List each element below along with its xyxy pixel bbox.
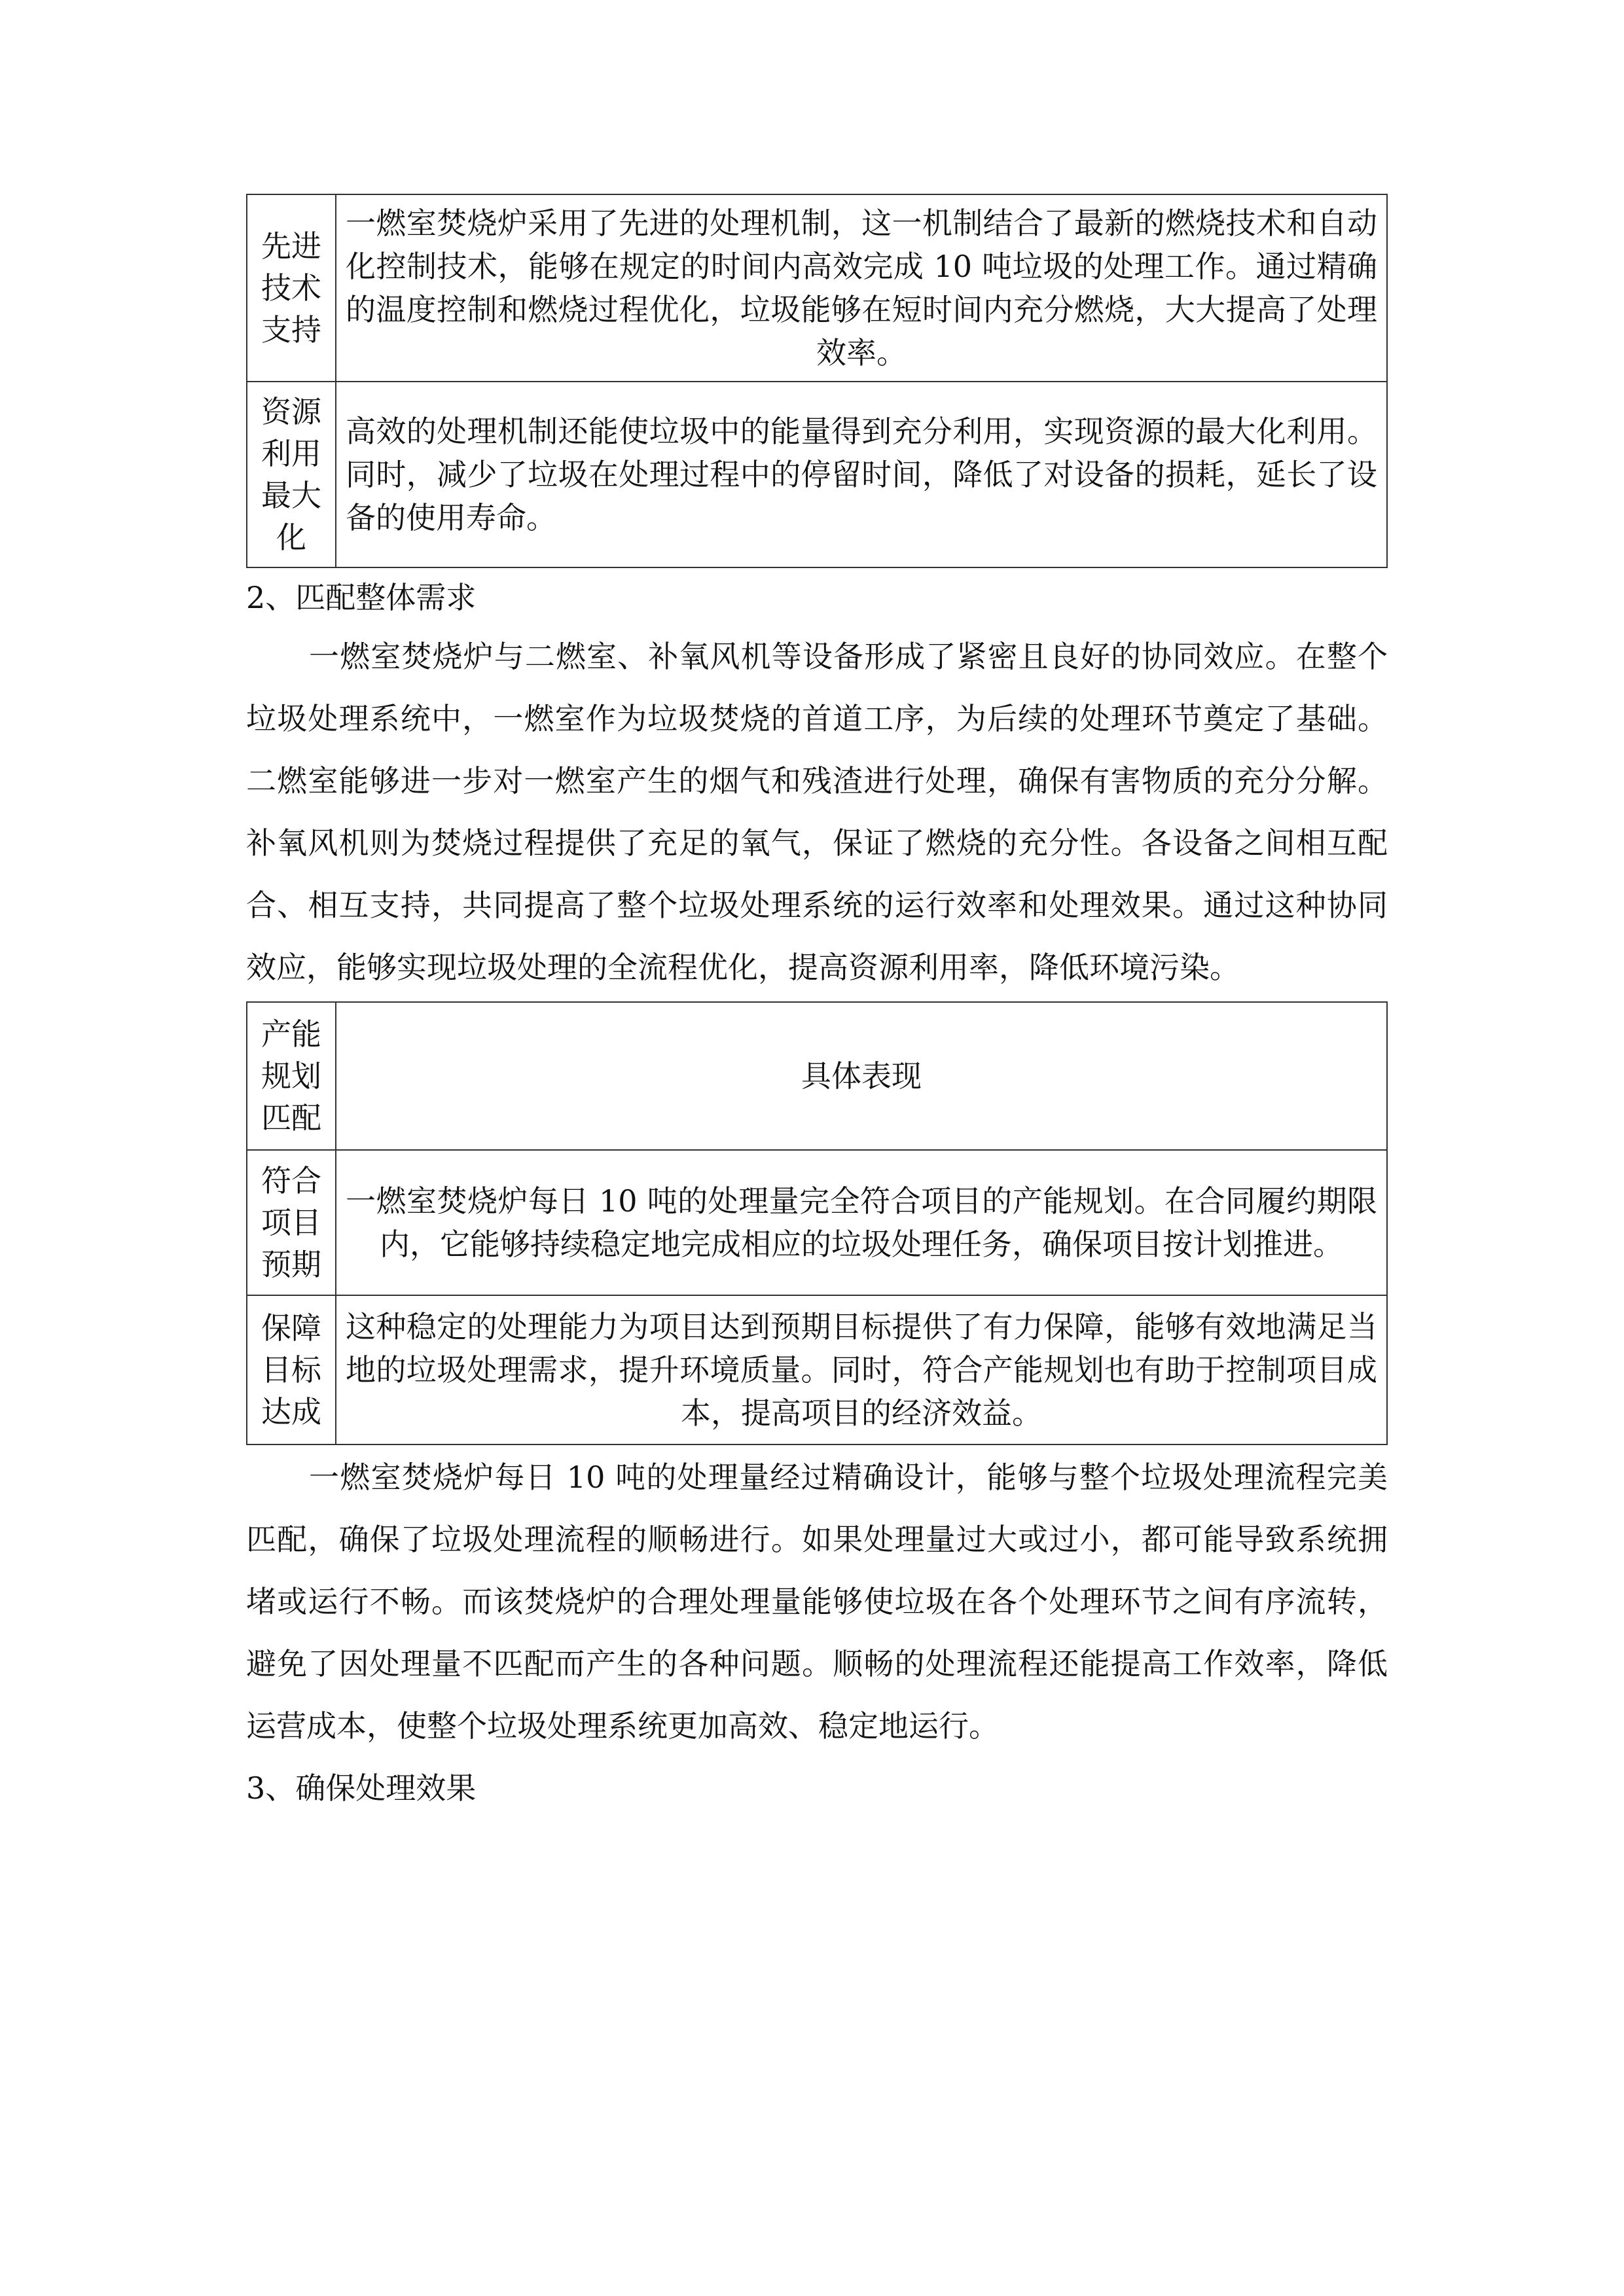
table-cell-content: 一燃室焚烧炉采用了先进的处理机制，这一机制结合了最新的燃烧技术和自动化控制技术，能够在规定的时间内高效完成 10 吨垃圾的处理工作。通过精确的温度控制和燃烧过程优化，垃圾能够在短时间内充分燃烧，大大提高了处理效率。 bbox=[336, 194, 1387, 382]
body-paragraph: 一燃室焚烧炉与二燃室、补氧风机等设备形成了紧密且良好的协同效应。在整个垃圾处理系统中，一燃室作为垃圾焚烧的首道工序，为后续的处理环节奠定了基础。二燃室能够进一步对一燃室产生的烟气和残渣进行处理，确保有害物质的充分分解。补氧风机则为焚烧过程提供了充足的氧气，保证了燃烧的充分性。各设备之间相互配合、相互支持，共同提高了整个垃圾处理系统的运行效率和处理效果。通过这种协同效应，能够实现垃圾处理的全流程优化，提高资源利用率，降低环境污染。 bbox=[246, 639, 1388, 985]
table-cell-label: 符合项目预期 bbox=[247, 1150, 336, 1295]
table-header-label: 产能规划匹配 bbox=[247, 1002, 336, 1150]
table-cell-label: 先进技术支持 bbox=[247, 194, 336, 382]
table-cell-label: 保障目标达成 bbox=[247, 1295, 336, 1444]
table-cell-content: 高效的处理机制还能使垃圾中的能量得到充分利用，实现资源的最大化利用。同时，减少了垃圾在处理过程中的停留时间，降低了对设备的损耗，延长了设备的使用寿命。 bbox=[336, 382, 1387, 567]
table-row bbox=[247, 382, 1387, 567]
table-advantages bbox=[246, 194, 1388, 568]
table-row bbox=[247, 1150, 1387, 1295]
table-capacity bbox=[246, 1001, 1388, 1445]
document-page bbox=[246, 194, 1388, 1816]
table-header-content: 具体表现 bbox=[336, 1002, 1387, 1150]
table-header-row bbox=[247, 1002, 1387, 1150]
table-row bbox=[247, 194, 1387, 382]
section-heading: 2、匹配整体需求 bbox=[246, 580, 477, 615]
table-cell-label: 资源利用最大化 bbox=[247, 382, 336, 567]
table-cell-content: 一燃室焚烧炉每日 10 吨的处理量完全符合项目的产能规划。在合同履约期限内，它能够持续稳定地完成相应的垃圾处理任务，确保项目按计划推进。 bbox=[336, 1150, 1387, 1295]
body-paragraph: 一燃室焚烧炉每日 10 吨的处理量经过精确设计，能够与整个垃圾处理流程完美匹配，确保了垃圾处理流程的顺畅进行。如果处理量过大或过小，都可能导致系统拥堵或运行不畅。而该焚烧炉的合理处理量能够使垃圾在各个处理环节之间有序流转，避免了因处理量不匹配而产生的各种问题。顺畅的处理流程还能提高工作效率，降低运营成本，使整个垃圾处理系统更加高效、稳定地运行。 bbox=[246, 1460, 1388, 1744]
table-row bbox=[247, 1295, 1387, 1444]
section-heading: 3、确保处理效果 bbox=[246, 1770, 477, 1806]
table-cell-content: 这种稳定的处理能力为项目达到预期目标提供了有力保障，能够有效地满足当地的垃圾处理需求，提升环境质量。同时，符合产能规划也有助于控制项目成本，提高项目的经济效益。 bbox=[336, 1295, 1387, 1444]
